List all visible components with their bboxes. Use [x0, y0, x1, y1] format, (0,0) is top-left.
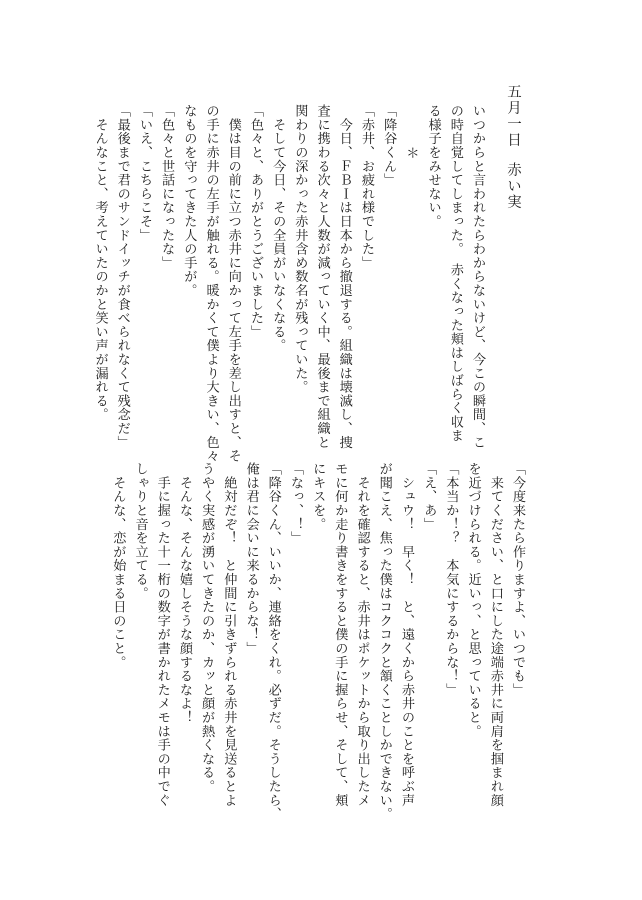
- text-line: 「え、あ」: [421, 462, 437, 531]
- text-line: 査に携わる次々と人数が減っていく中、最後まで組織と: [314, 104, 330, 449]
- text-line: る様子をみせない。: [425, 104, 441, 229]
- text-line: 絶対だぞ！ と仲間に引きずられる赤井を見送るとよ: [221, 462, 237, 807]
- text-line: 「最後まで君のサンドイッチが食べられなくて残念だ」: [114, 104, 130, 449]
- text-line: 「本当か！？ 本気にするからな！」: [443, 462, 459, 697]
- text-line: 「今度来たら作りますよ、いつでも」: [510, 462, 525, 697]
- text-line: 来てください、と口にした途端赤井に両肩を掴まれ顔: [487, 462, 503, 807]
- text-line: モに何か走り書きをすると僕の手に握らせ、そして、頬: [332, 462, 348, 807]
- text-line: 「赤井、お疲れ様でした」: [358, 104, 374, 270]
- text-line: 「色々と、ありがとうございました」: [247, 104, 263, 339]
- text-line: なものを守ってきた人の手が。: [181, 104, 197, 298]
- lower-text-block: [106, 462, 528, 821]
- text-line: そして今日、その全員がいなくなる。: [270, 104, 286, 353]
- text-line: 関わりの深かった赤井含め数名が残っていた。: [292, 104, 308, 394]
- title-date: 五月一日: [505, 84, 521, 148]
- text-line: が聞こえ、焦った僕はコクコクと頷くことしかできない。: [376, 462, 392, 821]
- upper-text-block: [88, 104, 488, 463]
- text-line: シュウ！ 早く！ と、遠くから赤井のことを呼ぶ声: [398, 462, 414, 807]
- text-line: 俺は君に会いに来るからな！」: [243, 462, 259, 656]
- text-line: 僕は目の前に立つ赤井に向かって左手を差し出すと、そ: [225, 104, 241, 463]
- text-line: 今日、ＦＢＩは日本から撤退する。組織は壊滅し、捜: [336, 104, 352, 449]
- text-line: しゃりと音を立てる。: [132, 462, 148, 600]
- text-line: 「色々と世話になったな」: [159, 104, 175, 270]
- text-line: そんなこと、考えていたのかと笑い声が漏れる。: [92, 104, 108, 422]
- text-line: 「いえ、こちらこそ」: [136, 104, 152, 242]
- story-title: [502, 84, 524, 210]
- text-line: 「降谷くん、いいか、連絡をくれ。必ずだ。そうしたら、: [265, 462, 281, 821]
- text-line: の手に赤井の左手が触れる。暖かくて僕より大きい、色々: [203, 104, 219, 463]
- text-line: そんな、そんな嬉しそうな顔するなよ！: [176, 462, 192, 725]
- text-line: 「降谷くん」: [381, 104, 397, 187]
- text-line: そんな、恋が始まる日のこと。: [110, 462, 126, 669]
- text-line: 手に握った十一桁の数字が書かれたメモは手の中でぐ: [154, 462, 170, 807]
- text-line: を近づけられる。近いっ、と思っていると。: [465, 462, 481, 738]
- text-line: の時自覚してしまった。 赤くなった頬はしばらく収ま: [447, 104, 463, 443]
- scene-break-asterisk: ＊: [403, 146, 419, 161]
- text-line: いつからと言われたらわからないけど、今この瞬間、こ: [470, 104, 485, 449]
- text-line: うやく実感が湧いてきたのか、カッと顔が熱くなる。: [199, 462, 215, 794]
- title-heading: 赤い実: [505, 162, 521, 210]
- text-line: にキスを。: [310, 462, 326, 531]
- text-line: 「なっ、！」: [287, 462, 303, 545]
- text-line: それを確認すると、赤井はポケットから取り出したメ: [354, 462, 370, 807]
